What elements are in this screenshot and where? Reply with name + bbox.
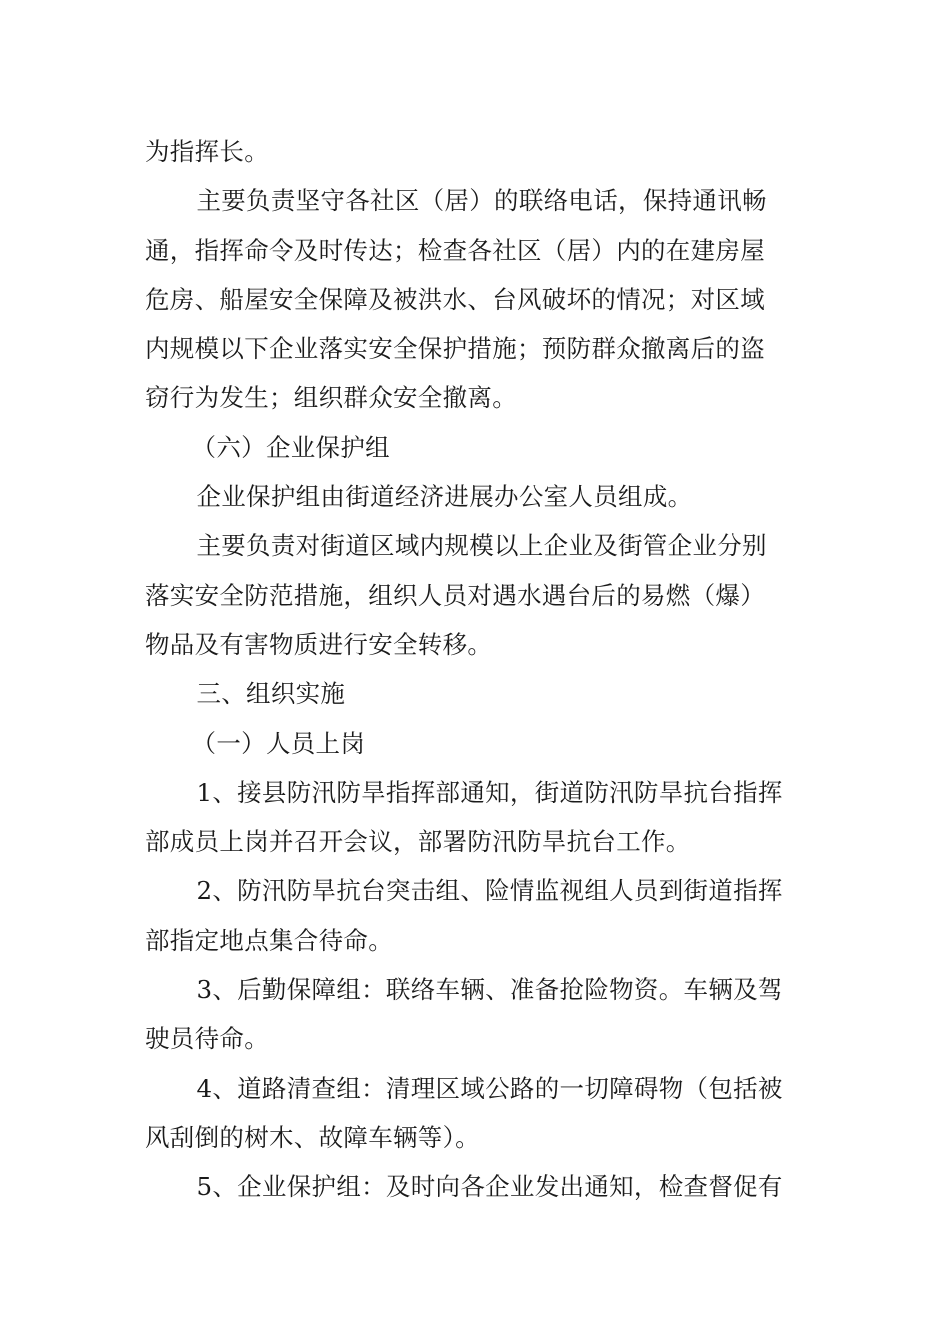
text-line: 主要负责对街道区域内规模以上企业及街管企业分别 — [196, 531, 767, 561]
text-line: 主要负责坚守各社区（居）的联络电话，保持通讯畅 — [196, 186, 767, 216]
text-line: 危房、船屋安全保障及被洪水、台风破坏的情况；对区域 — [145, 284, 765, 314]
paragraph-p6 — [145, 669, 807, 718]
text-line: 5、企业保护组：及时向各企业发出通知，检查督促有 — [196, 1172, 783, 1202]
text-line: 物品及有害物质进行安全转移。 — [145, 629, 493, 659]
text-line: 内规模以下企业落实安全保护措施；预防群众撤离后的盗 — [145, 334, 765, 364]
text-line: （一）人员上岗 — [191, 728, 366, 758]
paragraph-p7 — [145, 719, 807, 768]
text-line: 通，指挥命令及时传达；检查各社区（居）内的在建房屋 — [145, 235, 765, 265]
text-line: （六）企业保护组 — [191, 432, 390, 462]
text-line: 部指定地点集合待命。 — [145, 925, 393, 955]
text-line: 1、接县防汛防旱指挥部通知，街道防汛防旱抗台指挥 — [196, 777, 783, 807]
paragraph-p8 — [145, 768, 807, 867]
paragraph-p5 — [145, 521, 807, 669]
text-line: 风刮倒的树木、故障车辆等）。 — [145, 1122, 480, 1152]
text-line: 3、后勤保障组：联络车辆、准备抢险物资。车辆及驾 — [196, 975, 783, 1005]
paragraph-p4 — [145, 472, 807, 521]
paragraph-p12 — [145, 1162, 807, 1211]
paragraph-p10 — [145, 965, 807, 1064]
text-line: 三、组织实施 — [196, 679, 346, 709]
text-line: 驶员待命。 — [145, 1024, 269, 1054]
text-line: 为指挥长。 — [145, 137, 269, 166]
text-line: 部成员上岗并召开会议，部署防汛防旱抗台工作。 — [145, 827, 691, 857]
paragraph-p1 — [145, 127, 807, 176]
paragraph-p9 — [145, 866, 807, 965]
text-line: 落实安全防范措施，组织人员对遇水遇台后的易燃（爆） — [145, 580, 765, 610]
paragraph-p3 — [145, 423, 807, 472]
text-line: 企业保护组由街道经济进展办公室人员组成。 — [196, 482, 693, 512]
text-line: 4、道路清查组：清理区域公路的一切障碍物（包括被 — [196, 1073, 783, 1103]
text-line: 窃行为发生；组织群众安全撤离。 — [145, 383, 517, 413]
paragraph-p11 — [145, 1064, 807, 1163]
document-body — [145, 127, 807, 1212]
text-line: 2、防汛防旱抗台突击组、险情监视组人员到街道指挥 — [196, 876, 783, 906]
paragraph-p2 — [145, 176, 807, 422]
